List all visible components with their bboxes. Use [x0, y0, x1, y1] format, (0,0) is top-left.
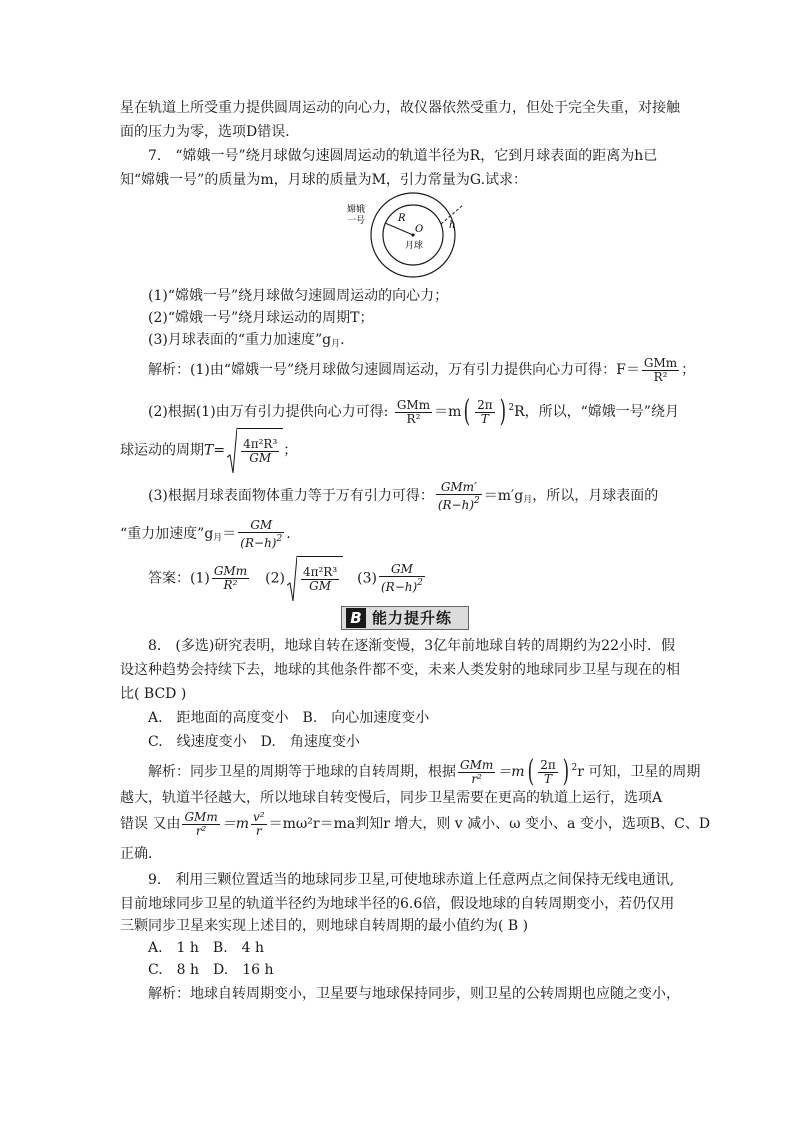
solution-line — [120, 806, 711, 842]
semicolon: ； — [283, 442, 298, 459]
answer-label: 答案：(1) — [148, 570, 210, 587]
fraction-gmm-r2 — [182, 811, 219, 838]
numerator: 4π²R³ — [302, 564, 338, 579]
denominator — [238, 533, 284, 550]
question-9-line: 目前地球同步卫星的轨道半径约为地球半径的6.6倍，假设地球的自转周期变小，若仍仅用 — [120, 896, 675, 912]
denominator: GM — [249, 450, 272, 465]
denominator: r — [255, 823, 262, 838]
question-7-line: 7. “嫦娥一号”绕月球做匀速圆周运动的轨道半径为R，它到月球表面的距离为h已 — [148, 148, 658, 164]
exponent: 2 — [276, 533, 283, 544]
right-paren: ) — [562, 754, 569, 789]
label-chang-e-1: 嫦娥 — [347, 205, 366, 215]
denominator-text: (R−h) — [240, 535, 277, 550]
sqrt-expression — [287, 556, 343, 601]
solution-text: ＝m′g — [483, 488, 524, 504]
solution-text: 解析：(1)由“嫦娥一号”绕月球做匀速圆周运动，万有引力提供向心力可得：F＝ — [148, 362, 640, 378]
solution-text: “重力加速度”g — [120, 526, 214, 542]
question-9-line: 三颗同步卫星来实现上述目的，则地球自转周期的最小值约为( B ) — [120, 918, 529, 934]
numerator: GMm′ — [436, 481, 482, 495]
numerator: 2π — [477, 397, 493, 412]
denominator: r² — [195, 823, 207, 838]
solution-line: 越大，轨道半径越大，所以地球自转变慢后，同步卫星需要在更高的轨道上运行，选项A — [120, 790, 663, 806]
solution-line — [120, 356, 708, 384]
sub-question — [120, 328, 708, 356]
denominator: R² — [223, 578, 238, 592]
semicolon: ； — [681, 362, 696, 378]
fraction-gmm-r2 — [642, 357, 679, 384]
fraction-4pi2r3-gm — [301, 566, 339, 593]
question-9-line: 9. 利用三颗位置适当的地球同步卫星,可使地球赤道上任意两点之间保持无线电通讯, — [148, 872, 675, 888]
denominator: T — [480, 411, 489, 426]
text-line: 面的压力为零，选项D错误． — [120, 124, 300, 140]
option-line: C. 线速度变小 D. 角速度变小 — [148, 734, 360, 750]
denominator: R² — [406, 411, 421, 426]
exponent: 2 — [474, 495, 480, 506]
equals-m: ＝m — [221, 816, 249, 832]
denominator-text: (R−h) — [380, 580, 418, 594]
label-r: R — [398, 213, 406, 224]
sub-question: (2)“嫦娥一号”绕月球运动的周期T； — [148, 310, 374, 326]
banner-letter: B — [346, 608, 366, 628]
solution-text: ＝mω²r＝ma判知r 增大，则 v 减小、ω 变小、a 变小，选项B、C、D — [268, 816, 711, 832]
radical-sign — [287, 556, 297, 601]
label-o: O — [415, 224, 424, 235]
question-7-line: 知“嫦娥一号”的质量为m，月球的质量为M，引力常量为G.试求： — [120, 172, 528, 188]
fraction-2pi-t — [475, 399, 495, 426]
radius-line — [385, 223, 413, 235]
subscript-moon: 月 — [523, 495, 533, 505]
period: . — [340, 332, 345, 348]
equals-m: ＝m — [497, 764, 525, 780]
fraction-gmmp-rmh2 — [436, 481, 482, 512]
solution-line — [120, 428, 680, 473]
denominator: T — [544, 771, 553, 786]
radical-sign — [227, 428, 237, 473]
moon-orbit-figure — [345, 190, 470, 280]
subscript-moon: 月 — [331, 339, 341, 349]
question-8-line: 比( BCD ) — [120, 686, 187, 702]
numerator: GM — [238, 519, 284, 533]
solution-line: (2)根据(1)由万有引力提供向心力可得: $\frac{\text{GMm}}{\text{R²}}$ ＝m( $\frac{2\pi}{T}$ ) $^2$R，所以，“嫦娥一号”绕月 — [148, 394, 679, 429]
answer-label: (3) — [357, 570, 377, 587]
fraction-gm-rmh2 — [238, 519, 284, 550]
sqrt-expression — [227, 428, 283, 473]
fraction-4pi2r3-gm — [241, 438, 279, 465]
exponent: 2 — [508, 403, 515, 413]
solution-text: R，所以，“嫦娥一号”绕月 — [514, 404, 679, 420]
solution-line: 解析：地球自转周期变小，卫星要与地球保持同步，则卫星的公转周期也应随之变小， — [148, 986, 680, 1002]
answer-label: (2) — [265, 570, 285, 587]
denominator-text: (R−h) — [437, 497, 475, 512]
numerator: 2π — [540, 757, 556, 772]
option-line: A. 距地面的高度变小 B. 向心加速度变小 — [148, 710, 430, 726]
exponent: 2 — [571, 763, 578, 773]
solution-text: ，所以，月球表面的 — [532, 488, 659, 504]
solution-line: 正确． — [120, 846, 162, 862]
option-line: C. 8 h D. 16 h — [148, 962, 274, 978]
solution-text: (2)根据(1)由万有引力提供向心力可得: — [148, 404, 389, 420]
text-line: 星在轨道上所受重力提供圆周运动的向心力，故仪器依然受重力，但处于完全失重，对接触 — [120, 100, 680, 116]
answer-line — [120, 556, 708, 601]
mass-m: m — [448, 404, 462, 420]
numerator: GM — [379, 563, 425, 577]
denominator: GM — [309, 578, 331, 593]
solution-line — [120, 750, 708, 790]
denominator — [379, 577, 425, 594]
fraction-2pi-t — [538, 759, 558, 786]
section-banner — [341, 606, 469, 630]
denominator: R² — [653, 369, 668, 384]
numerator: GMm — [643, 355, 678, 370]
equals: ＝ — [222, 526, 237, 542]
sub-question: (1)“嫦娥一号”绕月球做匀速圆周运动的向心力； — [148, 288, 449, 304]
label-h: h — [449, 220, 456, 231]
fraction-gmm-r2 — [212, 565, 249, 592]
solution-line — [120, 478, 708, 518]
banner-title: 能力提升练 — [372, 609, 453, 627]
exponent: 2 — [417, 578, 423, 588]
fraction-gmm-r2 — [395, 399, 432, 426]
fraction-gm-rmh2 — [379, 563, 425, 594]
numerator: GMm — [184, 809, 218, 824]
option-line: A. 1 h B. 4 h — [148, 940, 265, 956]
right-paren: ) — [499, 394, 506, 429]
sub-question-text: (3)月球表面的“重力加速度”g — [148, 332, 332, 348]
question-8-line: 设这种趋势会持续下去，地球的其他条件都不变，未来人类发射的地球同步卫星与现在的相 — [120, 662, 680, 678]
solution-text: r 可知，卫星的周期 — [577, 764, 701, 780]
fraction-gmm-r2 — [458, 759, 495, 786]
question-8-line: 8. (多选)研究表明，地球自转在逐渐变慢，3亿年前地球自转的周期约为22小时．假 — [148, 638, 676, 654]
left-paren: ( — [527, 754, 534, 789]
solution-text: 解析：同步卫星的周期等于地球的自转周期，根据 — [148, 764, 456, 780]
numerator: v² — [253, 809, 265, 824]
fraction-v2-r — [251, 811, 267, 838]
solution-text: 球运动的周期 — [120, 442, 204, 459]
label-moon: 月球 — [405, 241, 424, 251]
period-symbol: T= — [204, 442, 226, 459]
denominator: r² — [471, 771, 482, 786]
numerator: GMm — [460, 757, 494, 772]
subscript-moon: 月 — [213, 533, 223, 543]
denominator — [436, 495, 482, 512]
solution-text: 错误 又由 — [120, 816, 181, 832]
solution-text: (3)根据月球表面物体重力等于万有引力可得： — [148, 488, 434, 504]
numerator: GMm — [213, 564, 248, 578]
numerator: 4π²R³ — [243, 436, 278, 451]
numerator: GMm — [396, 397, 431, 412]
solution-line: “重力加速度$”g_月=$ $\frac{GM}{(R-h)^2}$ . — [120, 517, 291, 550]
label-chang-e-2: 一号 — [347, 216, 366, 226]
left-paren: ( — [464, 394, 471, 429]
